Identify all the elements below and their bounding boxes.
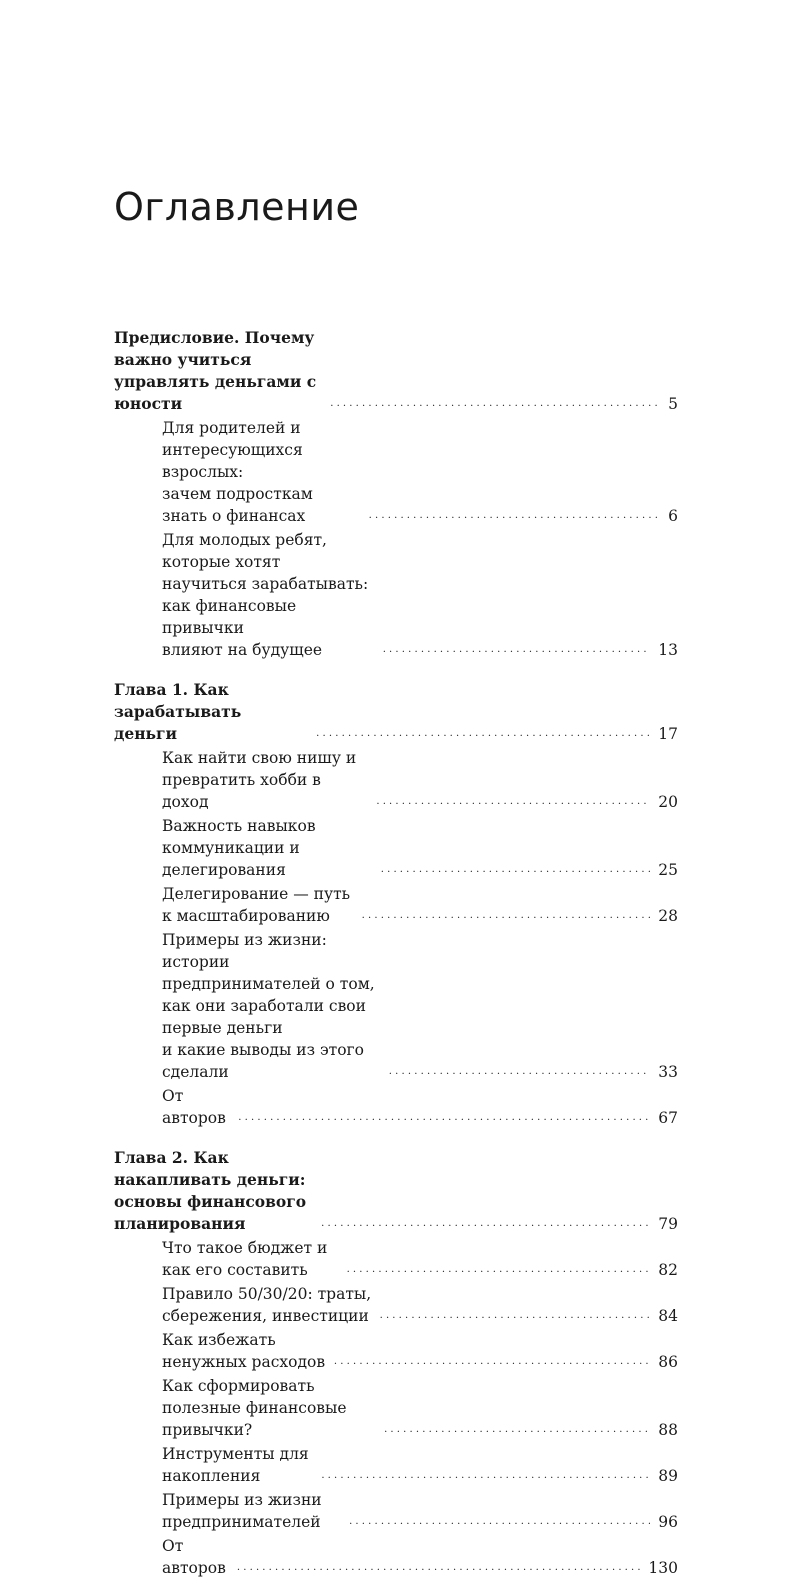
dot-leader	[376, 788, 650, 813]
toc-section-entry[interactable]	[114, 1443, 678, 1487]
toc-page-number: 67	[658, 1109, 678, 1127]
toc-part-chapter-1	[114, 679, 678, 1129]
dot-leader	[347, 1256, 651, 1281]
toc-section-title: Делегирование — путь к масштабированию	[162, 885, 351, 925]
dot-leader	[381, 856, 651, 881]
toc-section-title: Правило 50/30/20: траты, сбережения, инвестиции	[162, 1285, 372, 1325]
toc-section-title: Для родителей и интересующихся взрослых: зачем подросткам знать о финансах	[162, 419, 313, 525]
toc-page-number: 6	[668, 507, 678, 525]
section-spacer	[114, 1129, 678, 1147]
dot-leader	[321, 1210, 650, 1235]
dot-leader	[380, 1302, 651, 1327]
dot-leader	[330, 390, 660, 415]
toc-section-entry[interactable]	[114, 1329, 678, 1373]
toc-part-title: Глава 2. Как накапливать деньги: основы финансового планирования	[114, 1148, 307, 1233]
dot-leader	[362, 902, 651, 927]
toc-section-title: Что такое бюджет и как его составить	[162, 1239, 328, 1279]
toc-page-number: 84	[658, 1307, 678, 1325]
toc-section-entry[interactable]	[114, 747, 678, 813]
toc-page-number: 17	[658, 725, 678, 743]
toc-part-title: Предисловие. Почему важно учиться управлять деньгами с юности	[114, 328, 317, 413]
dot-leader	[238, 1104, 650, 1129]
toc-section-title: Важность навыков коммуникации и делегирования	[162, 817, 316, 879]
toc-section-title: Как избежать ненужных расходов	[162, 1331, 326, 1371]
toc-page-number: 130	[648, 1559, 678, 1577]
toc-page-number: 88	[658, 1421, 678, 1439]
toc-section-entry[interactable]	[114, 883, 678, 927]
toc-section-entry[interactable]	[114, 815, 678, 881]
toc-section-title: Для молодых ребят, которые хотят научиться зарабатывать: как финансовые привычки влияют на будущее	[162, 531, 369, 659]
toc-page-number: 20	[658, 793, 678, 811]
toc-page-number: 79	[658, 1215, 678, 1233]
toc-section-entry[interactable]	[114, 1283, 678, 1327]
toc-section-entry[interactable]	[114, 929, 678, 1083]
toc-section-title: Как сформировать полезные финансовые привычки?	[162, 1377, 347, 1439]
toc-section-entry[interactable]	[114, 1489, 678, 1533]
toc-section-title: Инструменты для накопления	[162, 1445, 309, 1485]
dot-leader	[384, 1416, 650, 1441]
toc-part-title: Глава 1. Как зарабатывать деньги	[114, 680, 242, 743]
toc-section-title: Как найти свою нишу и превратить хобби в доход	[162, 749, 357, 811]
toc-page-number: 5	[668, 395, 678, 413]
toc-part-preface	[114, 327, 678, 661]
toc-page-number: 33	[658, 1063, 678, 1081]
dot-leader	[349, 1508, 650, 1533]
toc-section-title: Примеры из жизни предпринимателей	[162, 1491, 322, 1531]
toc-section-entry[interactable]	[114, 1375, 678, 1441]
toc-part-chapter-2	[114, 1147, 678, 1579]
toc-section-title: Примеры из жизни: истории предпринимателей о том, как они заработали свои первые деньги и какие выводы из этого сделали	[162, 931, 375, 1081]
dot-leader	[383, 636, 651, 661]
toc-section-entry[interactable]	[114, 1237, 678, 1281]
section-spacer	[114, 661, 678, 679]
toc-section-title: От авторов	[162, 1537, 226, 1577]
toc-page-number: 13	[658, 641, 678, 659]
toc-page-number: 89	[658, 1467, 678, 1485]
dot-leader	[316, 720, 650, 745]
page-title: Оглавление	[114, 185, 360, 229]
dot-leader	[334, 1348, 650, 1373]
toc-section-entry[interactable]	[114, 1535, 678, 1579]
toc-section-title: От авторов	[162, 1087, 226, 1127]
toc-page-number: 82	[658, 1261, 678, 1279]
toc-part-entry[interactable]	[114, 1147, 678, 1235]
dot-leader	[237, 1554, 641, 1579]
toc-section-entry[interactable]	[114, 417, 678, 527]
dot-leader	[369, 502, 660, 527]
toc-section-entry[interactable]	[114, 529, 678, 661]
dot-leader	[321, 1462, 650, 1487]
toc-part-entry[interactable]	[114, 679, 678, 745]
dot-leader	[389, 1058, 650, 1083]
toc-page-number: 96	[658, 1513, 678, 1531]
toc-part-entry[interactable]	[114, 327, 678, 415]
table-of-contents	[114, 327, 678, 1579]
toc-section-entry[interactable]	[114, 1085, 678, 1129]
toc-page-number: 25	[658, 861, 678, 879]
toc-page-number: 28	[658, 907, 678, 925]
toc-page-number: 86	[658, 1353, 678, 1371]
